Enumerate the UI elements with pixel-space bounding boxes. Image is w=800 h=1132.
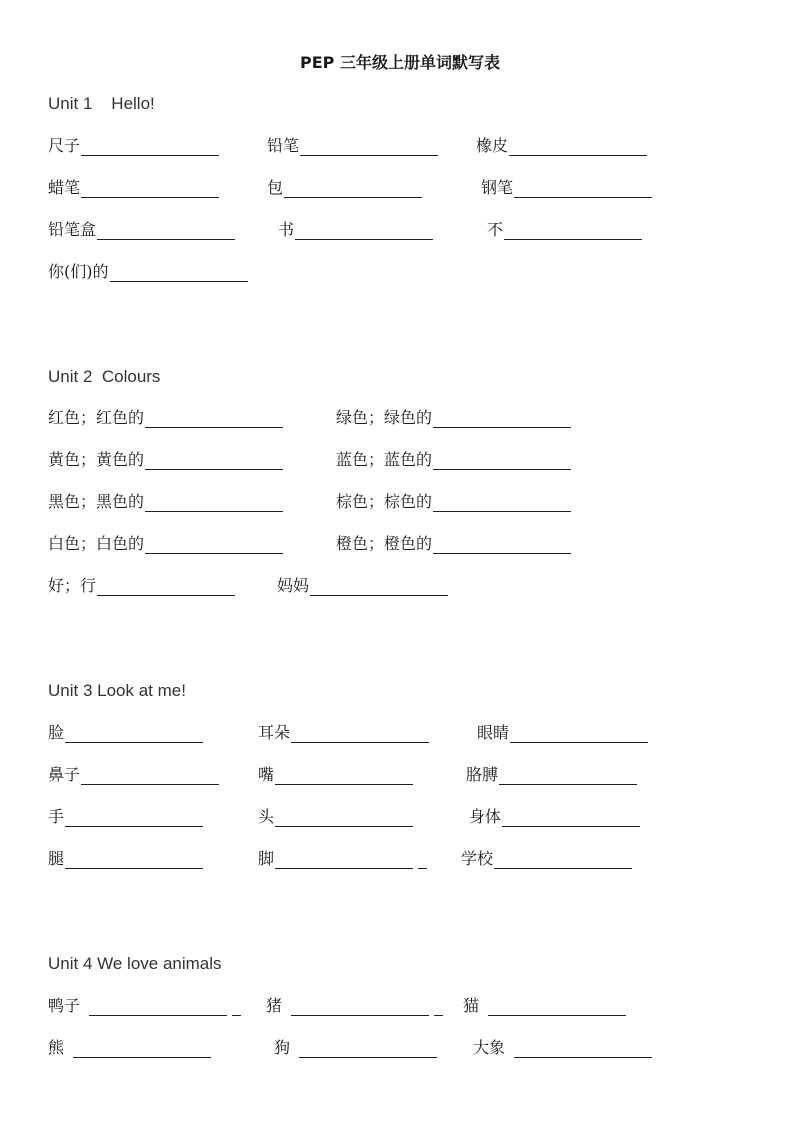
word-label: 头 (258, 807, 275, 826)
answer-blank[interactable] (299, 1040, 437, 1058)
answer-blank[interactable] (97, 578, 235, 596)
answer-blank[interactable] (65, 851, 203, 869)
unit-2-row-3 (0, 492, 800, 516)
word-label: 猫 (463, 996, 480, 1015)
answer-blank[interactable] (97, 222, 235, 240)
answer-blank[interactable] (145, 494, 283, 512)
answer-blank[interactable] (73, 1040, 211, 1058)
word-item (48, 849, 203, 869)
word-item (461, 849, 632, 869)
unit-3-row-2 (0, 765, 800, 789)
answer-blank[interactable] (433, 494, 571, 512)
answer-blank[interactable] (81, 138, 219, 156)
word-item (463, 996, 626, 1016)
word-item (48, 807, 203, 827)
answer-blank[interactable] (510, 725, 648, 743)
word-label: 脸 (48, 723, 65, 742)
answer-blank[interactable] (65, 725, 203, 743)
word-label: 嘴 (258, 765, 275, 784)
unit-2-row-5 (0, 576, 800, 600)
word-label: 耳朵 (258, 723, 291, 742)
answer-blank[interactable] (433, 410, 571, 428)
word-item (48, 576, 235, 596)
word-label: 黄色；黄色的 (48, 450, 145, 469)
answer-blank[interactable] (488, 998, 626, 1016)
word-label: 你(们)的 (48, 262, 109, 281)
unit-2-row-1 (0, 408, 800, 432)
word-item (48, 220, 235, 240)
answer-blank[interactable] (509, 138, 647, 156)
word-item (267, 136, 438, 156)
word-item (278, 220, 433, 240)
answer-blank[interactable] (295, 222, 433, 240)
word-label: 红色；红色的 (48, 408, 145, 427)
answer-blank[interactable] (89, 998, 227, 1016)
word-label: 学校 (461, 849, 494, 868)
word-item (473, 1038, 652, 1058)
word-label: 尺子 (48, 136, 81, 155)
unit-3-row-4 (0, 849, 800, 873)
word-label: 橙色；橙色的 (336, 534, 433, 553)
word-item (258, 723, 429, 743)
word-label: 蓝色；蓝色的 (336, 450, 433, 469)
word-label: 脚 (258, 849, 275, 868)
answer-blank[interactable] (514, 180, 652, 198)
word-label: 胳膊 (466, 765, 499, 784)
unit-4-row-2 (0, 1038, 800, 1062)
word-item (48, 408, 283, 428)
word-item (258, 807, 413, 827)
word-item (258, 849, 427, 869)
word-item (476, 136, 647, 156)
unit-4-row-1 (0, 996, 800, 1020)
answer-blank[interactable] (275, 809, 413, 827)
word-item (48, 534, 283, 554)
underline-tail (434, 998, 443, 1016)
word-label: 眼睛 (477, 723, 510, 742)
word-item (48, 136, 219, 156)
word-item (336, 450, 571, 470)
word-item (267, 178, 422, 198)
word-label: 橡皮 (476, 136, 509, 155)
answer-blank[interactable] (494, 851, 632, 869)
word-label: 狗 (274, 1038, 291, 1057)
word-label: 白色；白色的 (48, 534, 145, 553)
underline-tail (232, 998, 241, 1016)
word-item (336, 408, 571, 428)
word-label: 钢笔 (481, 178, 514, 197)
word-item (48, 178, 219, 198)
word-item (48, 1038, 211, 1058)
word-item (336, 492, 571, 512)
word-item (48, 492, 283, 512)
word-label: 好；行 (48, 576, 97, 595)
answer-blank[interactable] (110, 264, 248, 282)
word-item (48, 765, 219, 785)
word-item (48, 723, 203, 743)
answer-blank[interactable] (275, 851, 413, 869)
unit-3-row-3 (0, 807, 800, 831)
word-item (487, 220, 642, 240)
word-label: 铅笔 (267, 136, 300, 155)
word-item (48, 262, 248, 282)
word-label: 黑色；黑色的 (48, 492, 145, 511)
unit-1-row-4 (0, 262, 800, 286)
answer-blank[interactable] (499, 767, 637, 785)
word-label: 绿色；绿色的 (336, 408, 433, 427)
answer-blank[interactable] (504, 222, 642, 240)
word-label: 大象 (473, 1038, 506, 1057)
answer-blank[interactable] (284, 180, 422, 198)
unit-2-row-4 (0, 534, 800, 558)
word-item (469, 807, 640, 827)
word-label: 猪 (266, 996, 283, 1015)
answer-blank[interactable] (145, 536, 283, 554)
page-title: PEP 三年级上册单词默写表 (300, 53, 500, 72)
word-label: 棕色；棕色的 (336, 492, 433, 511)
unit-3-heading: Unit 3 Look at me! (48, 681, 186, 700)
word-item (274, 1038, 437, 1058)
answer-blank[interactable] (310, 578, 448, 596)
word-label: 鸭子 (48, 996, 81, 1015)
unit-3-row-1 (0, 723, 800, 747)
unit-1-row-3 (0, 220, 800, 244)
answer-blank[interactable] (433, 536, 571, 554)
answer-blank[interactable] (291, 725, 429, 743)
answer-blank[interactable] (300, 138, 438, 156)
answer-blank[interactable] (291, 998, 429, 1016)
word-item (266, 996, 443, 1016)
answer-blank[interactable] (81, 180, 219, 198)
answer-blank[interactable] (81, 767, 219, 785)
answer-blank[interactable] (145, 452, 283, 470)
word-item (258, 765, 413, 785)
word-label: 熊 (48, 1038, 65, 1057)
answer-blank[interactable] (145, 410, 283, 428)
word-label: 妈妈 (277, 576, 310, 595)
word-item (336, 534, 571, 554)
answer-blank[interactable] (433, 452, 571, 470)
word-item (477, 723, 648, 743)
unit-4-heading: Unit 4 We love animals (48, 954, 222, 973)
word-label: 包 (267, 178, 284, 197)
answer-blank[interactable] (65, 809, 203, 827)
word-label: 书 (278, 220, 295, 239)
answer-blank[interactable] (514, 1040, 652, 1058)
underline-tail (418, 851, 427, 869)
word-label: 蜡笔 (48, 178, 81, 197)
word-label: 不 (487, 220, 504, 239)
word-label: 铅笔盒 (48, 220, 97, 239)
word-label: 手 (48, 807, 65, 826)
unit-2-heading: Unit 2 Colours (48, 367, 161, 386)
word-item (48, 996, 241, 1016)
unit-1-row-1 (0, 136, 800, 160)
word-item (277, 576, 448, 596)
word-label: 腿 (48, 849, 65, 868)
answer-blank[interactable] (275, 767, 413, 785)
unit-1-row-2 (0, 178, 800, 202)
answer-blank[interactable] (502, 809, 640, 827)
word-label: 鼻子 (48, 765, 81, 784)
unit-2-row-2 (0, 450, 800, 474)
word-label: 身体 (469, 807, 502, 826)
word-item (481, 178, 652, 198)
word-item (466, 765, 637, 785)
unit-1-heading: Unit 1 Hello! (48, 94, 155, 113)
word-item (48, 450, 283, 470)
